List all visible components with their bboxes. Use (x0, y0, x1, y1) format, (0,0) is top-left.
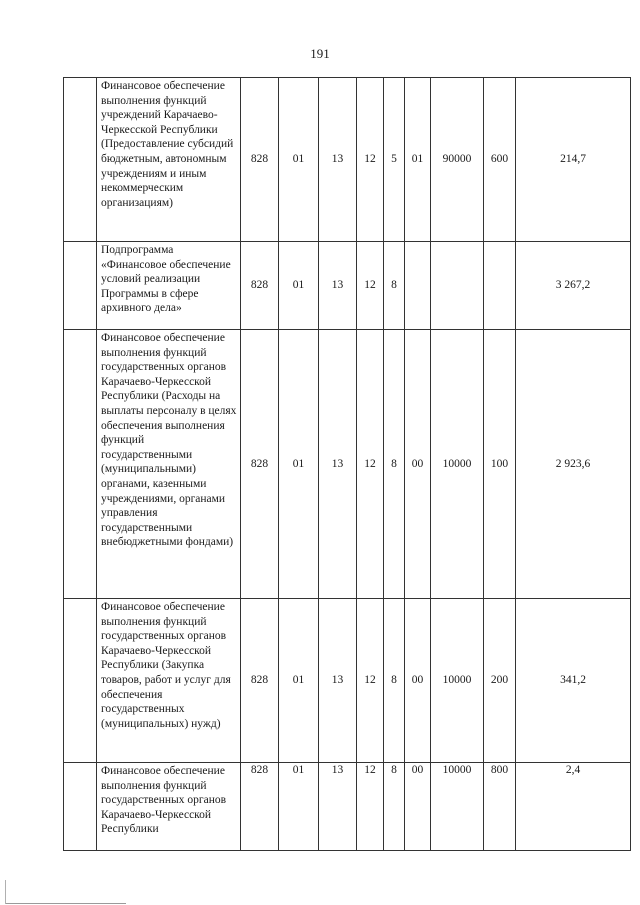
section-code-cell: 01 (279, 78, 319, 242)
expense-name-cell: Финансовое обеспечение выполнения функций государственных органов Карачаево-Черкесской Республики (Закупка товаров, работ и услуг для обеспечения государственных (муниципальных) нужд) (97, 599, 241, 763)
ministry-code-cell: 828 (241, 330, 279, 599)
direction-code-cell (431, 242, 484, 330)
measure-code-cell: 00 (405, 599, 431, 763)
table-row (64, 330, 631, 599)
row-number-cell (64, 78, 97, 242)
amount-cell: 3 267,2 (516, 242, 631, 330)
amount-cell: 341,2 (516, 599, 631, 763)
subprogram-code-cell: 8 (384, 599, 405, 763)
direction-code-cell: 10000 (431, 763, 484, 851)
subsection-code-cell: 13 (319, 330, 357, 599)
row-number-cell (64, 242, 97, 330)
ministry-code-cell: 828 (241, 242, 279, 330)
subprogram-code-cell: 8 (384, 242, 405, 330)
row-number-cell (64, 599, 97, 763)
expense-type-cell (484, 242, 516, 330)
program-code-cell: 12 (357, 330, 384, 599)
subsection-code-cell: 13 (319, 78, 357, 242)
section-code-cell: 01 (279, 330, 319, 599)
table-row (64, 599, 631, 763)
ministry-code-cell: 828 (241, 78, 279, 242)
expense-name-cell: Финансовое обеспечение выполнения функций государственных органов Карачаево-Черкесской Республики (Расходы на выплаты персоналу в целях обеспечения выполнения функций государственными (муниципальными) органами, казенными учреждениями, органами управления государственными внебюджетными фондами) (97, 330, 241, 599)
measure-code-cell (405, 242, 431, 330)
scan-edge-mark (5, 880, 6, 904)
amount-cell: 2 923,6 (516, 330, 631, 599)
expense-name-cell: Финансовое обеспечение выполнения функций учреждений Карачаево-Черкесской Республики (Предоставление субсидий бюджетным, автономным учреждениям и иным некоммерческим организациям) (97, 78, 241, 242)
amount-cell: 2,4 (516, 763, 631, 851)
subprogram-code-cell: 8 (384, 330, 405, 599)
table-row (64, 763, 631, 851)
program-code-cell: 12 (357, 763, 384, 851)
subprogram-code-cell: 8 (384, 763, 405, 851)
expense-type-cell: 100 (484, 330, 516, 599)
program-code-cell: 12 (357, 78, 384, 242)
table-row (64, 78, 631, 242)
program-code-cell: 12 (357, 242, 384, 330)
scan-bottom-line (6, 903, 126, 904)
expense-type-cell: 800 (484, 763, 516, 851)
ministry-code-cell: 828 (241, 599, 279, 763)
direction-code-cell: 10000 (431, 330, 484, 599)
measure-code-cell: 01 (405, 78, 431, 242)
program-code-cell: 12 (357, 599, 384, 763)
page-number: 191 (310, 46, 330, 61)
ministry-code-cell: 828 (241, 763, 279, 851)
expense-type-cell: 200 (484, 599, 516, 763)
amount-cell: 214,7 (516, 78, 631, 242)
direction-code-cell: 90000 (431, 78, 484, 242)
subprogram-code-cell: 5 (384, 78, 405, 242)
subsection-code-cell: 13 (319, 242, 357, 330)
section-code-cell: 01 (279, 763, 319, 851)
expense-name-cell: Финансовое обеспечение выполнения функций государственных органов Карачаево-Черкесской Республики (97, 763, 241, 851)
row-number-cell (64, 763, 97, 851)
expense-name-cell: Подпрограмма «Финансовое обеспечение условий реализации Программы в сфере архивного дела» (97, 242, 241, 330)
section-code-cell: 01 (279, 242, 319, 330)
subsection-code-cell: 13 (319, 763, 357, 851)
subsection-code-cell: 13 (319, 599, 357, 763)
row-number-cell (64, 330, 97, 599)
expense-type-cell: 600 (484, 78, 516, 242)
budget-table (63, 77, 631, 851)
direction-code-cell: 10000 (431, 599, 484, 763)
section-code-cell: 01 (279, 599, 319, 763)
measure-code-cell: 00 (405, 330, 431, 599)
table-row (64, 242, 631, 330)
measure-code-cell: 00 (405, 763, 431, 851)
